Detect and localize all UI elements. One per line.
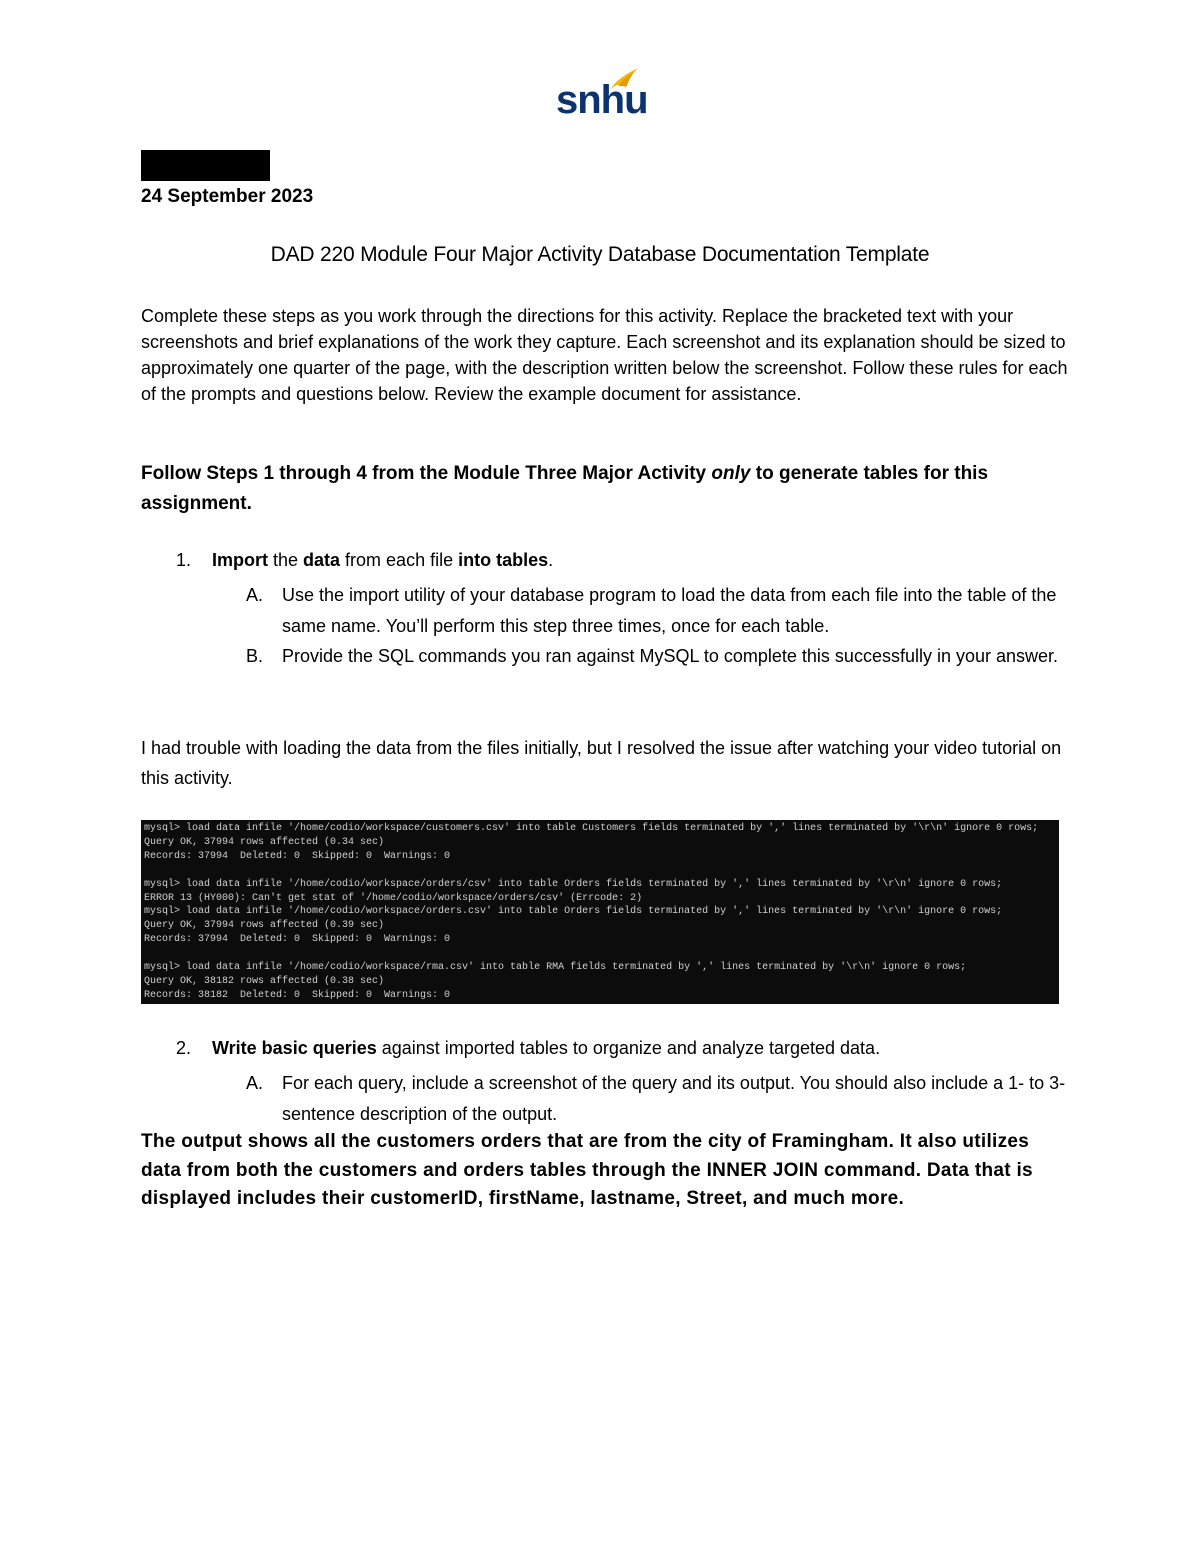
- terminal-line: Records: 38182 Deleted: 0 Skipped: 0 Warnings: 0: [144, 989, 451, 1001]
- sub-b-letter: B.: [246, 646, 264, 666]
- terminal-line: mysql> load data infile '/home/codio/workspace/orders.csv' into table Orders fields terminated by ',' lines terminated by '\r\n' ignore 0 rows;: [144, 906, 1003, 918]
- sub-b-text: Provide the SQL commands you ran against MySQL to complete this successfully in your answer.: [282, 646, 1059, 666]
- step-2-bold: Write basic queries: [212, 1038, 377, 1058]
- step-1-number: 1.: [176, 550, 192, 570]
- step-2-number: 2.: [176, 1038, 192, 1058]
- terminal-line: [144, 947, 1056, 961]
- step-1-text: the: [268, 550, 304, 570]
- step-2-sub-a: [246, 1068, 1066, 1130]
- step-2-text: against imported tables to organize and analyze targeted data.: [376, 1038, 881, 1058]
- step-1-text: .: [548, 550, 554, 570]
- terminal-line: Records: 37994 Deleted: 0 Skipped: 0 Warnings: 0: [144, 850, 451, 862]
- follow-steps-instruction: [141, 459, 1071, 519]
- document-title: DAD 220 Module Four Major Activity Database Documentation Template: [270, 243, 930, 266]
- step-1-heading: [176, 550, 553, 571]
- terminal-screenshot: [141, 820, 1059, 1004]
- logo-text: snhu: [556, 78, 648, 122]
- terminal-line: Query OK, 37994 rows affected (0.34 sec): [144, 836, 385, 848]
- trouble-paragraph: I had trouble with loading the data from the files initially, but I resolved the issue after watching your video tutorial on this activity.: [141, 738, 1062, 788]
- redacted-name: [141, 150, 270, 181]
- step-1-bold-import: Import: [212, 550, 268, 570]
- terminal-line: mysql> load data infile '/home/codio/workspace/customers.csv' into table Customers fields terminated by ',' lines terminated by '\r\n' ignore 0 rows;: [144, 823, 1039, 834]
- sub-a-text: Use the import utility of your database program to load the data from each file into the table of the same name. You’ll perform this step three times, once for each table.: [282, 585, 1057, 636]
- follow-emphasis: only: [711, 463, 751, 484]
- step-1-bold-data: data: [303, 550, 341, 570]
- terminal-line: Query OK, 37994 rows affected (0.39 sec): [144, 920, 385, 932]
- terminal-line: mysql> load data infile '/home/codio/workspace/orders/csv' into table Orders fields terminated by ',' lines terminated by '\r\n' ignore 0 rows;: [144, 878, 1003, 890]
- intro-paragraph: Complete these steps as you work through the directions for this activity. Replace the bracketed text with your screenshots and brief explanations of the work they capture. Each screenshot and its explanation should be sized to approximately one quarter of the page, with the description written below the screenshot. Follow these rules for each of the prompts and questions below. Review the example document for assistance.: [141, 306, 1068, 404]
- sub-a-letter: A.: [246, 585, 264, 605]
- step-1-bold-into-tables: into tables: [458, 550, 549, 570]
- step-2-heading: [176, 1038, 880, 1059]
- follow-text-after: to generate tables for this assignment.: [141, 463, 989, 514]
- step-1-sub-b: [246, 641, 1066, 672]
- step-1-text: from each file: [340, 550, 459, 570]
- terminal-line: Query OK, 38182 rows affected (0.38 sec): [144, 975, 385, 987]
- terminal-line: Records: 37994 Deleted: 0 Skipped: 0 Warnings: 0: [144, 934, 451, 946]
- terminal-line: mysql> load data infile '/home/codio/workspace/rma.csv' into table RMA fields terminated by ',' lines terminated by '\r\n' ignore 0 rows;: [144, 962, 967, 974]
- snhu-logo: [556, 66, 648, 124]
- sub-2a-text: For each query, include a screenshot of the query and its output. You should also include a 1- to 3-sentence description of the output.: [282, 1073, 1066, 1124]
- terminal-line: ERROR 13 (HY000): Can't get stat of '/home/codio/workspace/orders/csv' (Errcode: 2): [144, 892, 643, 904]
- output-description: The output shows all the customers orders that are from the city of Framingham. It also utilizes data from both the customers and orders tables through the INNER JOIN command. Data that is displayed includes their customerID, firstName, lastname, Street, and much more.: [141, 1131, 1033, 1209]
- sub-2a-letter: A.: [246, 1073, 264, 1093]
- document-date: 24 September 2023: [141, 186, 314, 207]
- step-1-sub-a: [246, 580, 1066, 642]
- terminal-line: [144, 864, 1056, 878]
- follow-text-before: Follow Steps 1 through 4 from the Module Three Major Activity: [141, 463, 712, 484]
